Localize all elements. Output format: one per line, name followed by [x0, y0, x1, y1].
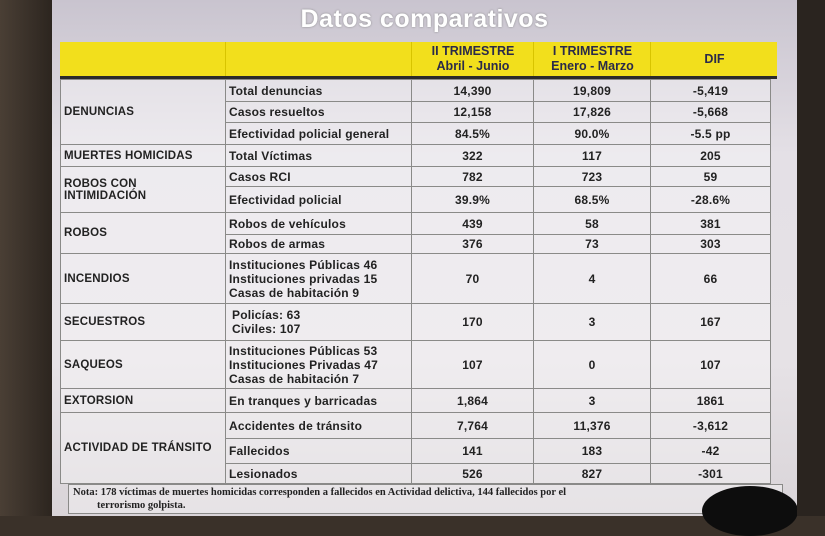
footnote-line-1: Nota: 178 víctimas de muertes homicidas corresponden a fallecidos en Actividad delictiva, 144 fallecidos por el: [73, 487, 567, 498]
q1-value: 19,809: [534, 80, 651, 102]
header-dif-label: DIF: [704, 51, 725, 66]
dif-value: -5,419: [651, 80, 771, 102]
table-row: [61, 80, 771, 102]
q2-value: 170: [412, 304, 534, 341]
subcategory-line: Casas de habitación 7: [229, 371, 360, 386]
q2-value: 12,158: [412, 102, 534, 123]
category-muertes-homicidas: MUERTES HOMICIDAS: [61, 145, 226, 167]
subcategory-cell: Total denuncias: [226, 80, 412, 102]
subcategory-line: Instituciones Públicas 53: [229, 343, 378, 358]
table-row: [61, 389, 771, 413]
q1-value: 17,826: [534, 102, 651, 123]
projection-screen: [52, 0, 797, 516]
dif-value: 303: [651, 235, 771, 254]
header-q1-months: Enero - Marzo: [551, 59, 634, 73]
q2-value: 107: [412, 341, 534, 389]
footnote: [68, 484, 783, 514]
q1-value: 4: [534, 254, 651, 304]
subcategory-cell: Accidentes de tránsito: [226, 413, 412, 439]
subcategory-line: Civiles: 107: [232, 322, 301, 336]
category-secuestros: SECUESTROS: [61, 304, 226, 341]
subcategory-cell: Lesionados: [226, 464, 412, 484]
table-header: [60, 42, 777, 76]
q2-value: 322: [412, 145, 534, 167]
dif-value: -42: [651, 439, 771, 464]
category-robos-con-intimidacion: ROBOS CON INTIMIDACIÓN: [61, 167, 226, 213]
dif-value: -3,612: [651, 413, 771, 439]
dif-value: 381: [651, 213, 771, 235]
header-q1: [533, 42, 651, 76]
subcategory-line: Casas de habitación 9: [229, 285, 360, 300]
subcategory-cell: Casos resueltos: [226, 102, 412, 123]
dif-value: -5.5 pp: [651, 123, 771, 145]
q1-value: 11,376: [534, 413, 651, 439]
footnote-line-2: terrorismo golpista.: [97, 500, 186, 511]
header-q1-label: I TRIMESTRE: [552, 44, 633, 58]
q2-value: 782: [412, 167, 534, 187]
subcategory-cell: Robos de vehículos: [226, 213, 412, 235]
dif-value: -28.6%: [651, 187, 771, 213]
category-actividad-de-transito: ACTIVIDAD DE TRÁNSITO: [61, 413, 226, 484]
category-extorsion: EXTORSION: [61, 389, 226, 413]
projector-left-edge: [0, 0, 52, 516]
header-dif: [650, 42, 778, 76]
subcategory-cell: Fallecidos: [226, 439, 412, 464]
dif-value: 66: [651, 254, 771, 304]
header-empty-category: [60, 42, 225, 76]
subcategory-cell: Efectividad policial: [226, 187, 412, 213]
subcategory-cell: Efectividad policial general: [226, 123, 412, 145]
dif-value: 1861: [651, 389, 771, 413]
subcategory-cell: Casos RCI: [226, 167, 412, 187]
q2-value: 526: [412, 464, 534, 484]
q2-value: 14,390: [412, 80, 534, 102]
q2-value: 439: [412, 213, 534, 235]
q1-value: 3: [534, 304, 651, 341]
category-incendios: INCENDIOS: [61, 254, 226, 304]
subcategory-cell: [226, 341, 412, 389]
header-q2: [411, 42, 534, 76]
projector-right-edge: [797, 0, 825, 516]
subcategory-line: Instituciones privadas 15: [229, 271, 378, 286]
dif-value: 107: [651, 341, 771, 389]
q2-value: 1,864: [412, 389, 534, 413]
table-row: [61, 213, 771, 235]
q2-value: 39.9%: [412, 187, 534, 213]
q1-value: 183: [534, 439, 651, 464]
table-row: [61, 145, 771, 167]
table-row: [61, 341, 771, 389]
subcategory-cell: Total Víctimas: [226, 145, 412, 167]
comparison-table: [60, 79, 771, 484]
q1-value: 117: [534, 145, 651, 167]
q1-value: 0: [534, 341, 651, 389]
category-denuncias: DENUNCIAS: [61, 80, 226, 145]
subcategory-line: Policías: 63: [232, 308, 301, 322]
q2-value: 376: [412, 235, 534, 254]
dif-value: 167: [651, 304, 771, 341]
subcategory-cell: En tranques y barricadas: [226, 389, 412, 413]
header-empty-subcategory: [225, 42, 412, 76]
subcategory-line: Instituciones Privadas 47: [229, 357, 379, 372]
q2-value: 70: [412, 254, 534, 304]
q1-value: 58: [534, 213, 651, 235]
subcategory-line: Instituciones Públicas 46: [229, 257, 378, 272]
dif-value: 205: [651, 145, 771, 167]
q1-value: 723: [534, 167, 651, 187]
dif-value: 59: [651, 167, 771, 187]
q2-value: 84.5%: [412, 123, 534, 145]
category-robos: ROBOS: [61, 213, 226, 254]
q1-value: 3: [534, 389, 651, 413]
dif-value: -5,668: [651, 102, 771, 123]
q1-value: 827: [534, 464, 651, 484]
q1-value: 90.0%: [534, 123, 651, 145]
slide-title: Datos comparativos: [300, 5, 549, 33]
subcategory-cell: [226, 304, 412, 341]
header-q2-label: II TRIMESTRE: [431, 44, 515, 58]
category-saqueos: SAQUEOS: [61, 341, 226, 389]
audience-head-silhouette: [702, 486, 798, 536]
table-row: [61, 413, 771, 439]
table-row: [61, 304, 771, 341]
dif-value: -301: [651, 464, 771, 484]
q2-value: 141: [412, 439, 534, 464]
q2-value: 7,764: [412, 413, 534, 439]
header-q2-months: Abril - Junio: [436, 59, 510, 73]
table-row: [61, 167, 771, 187]
table-row: [61, 254, 771, 304]
q1-value: 73: [534, 235, 651, 254]
subcategory-cell: Robos de armas: [226, 235, 412, 254]
subcategory-cell: [226, 254, 412, 304]
q1-value: 68.5%: [534, 187, 651, 213]
